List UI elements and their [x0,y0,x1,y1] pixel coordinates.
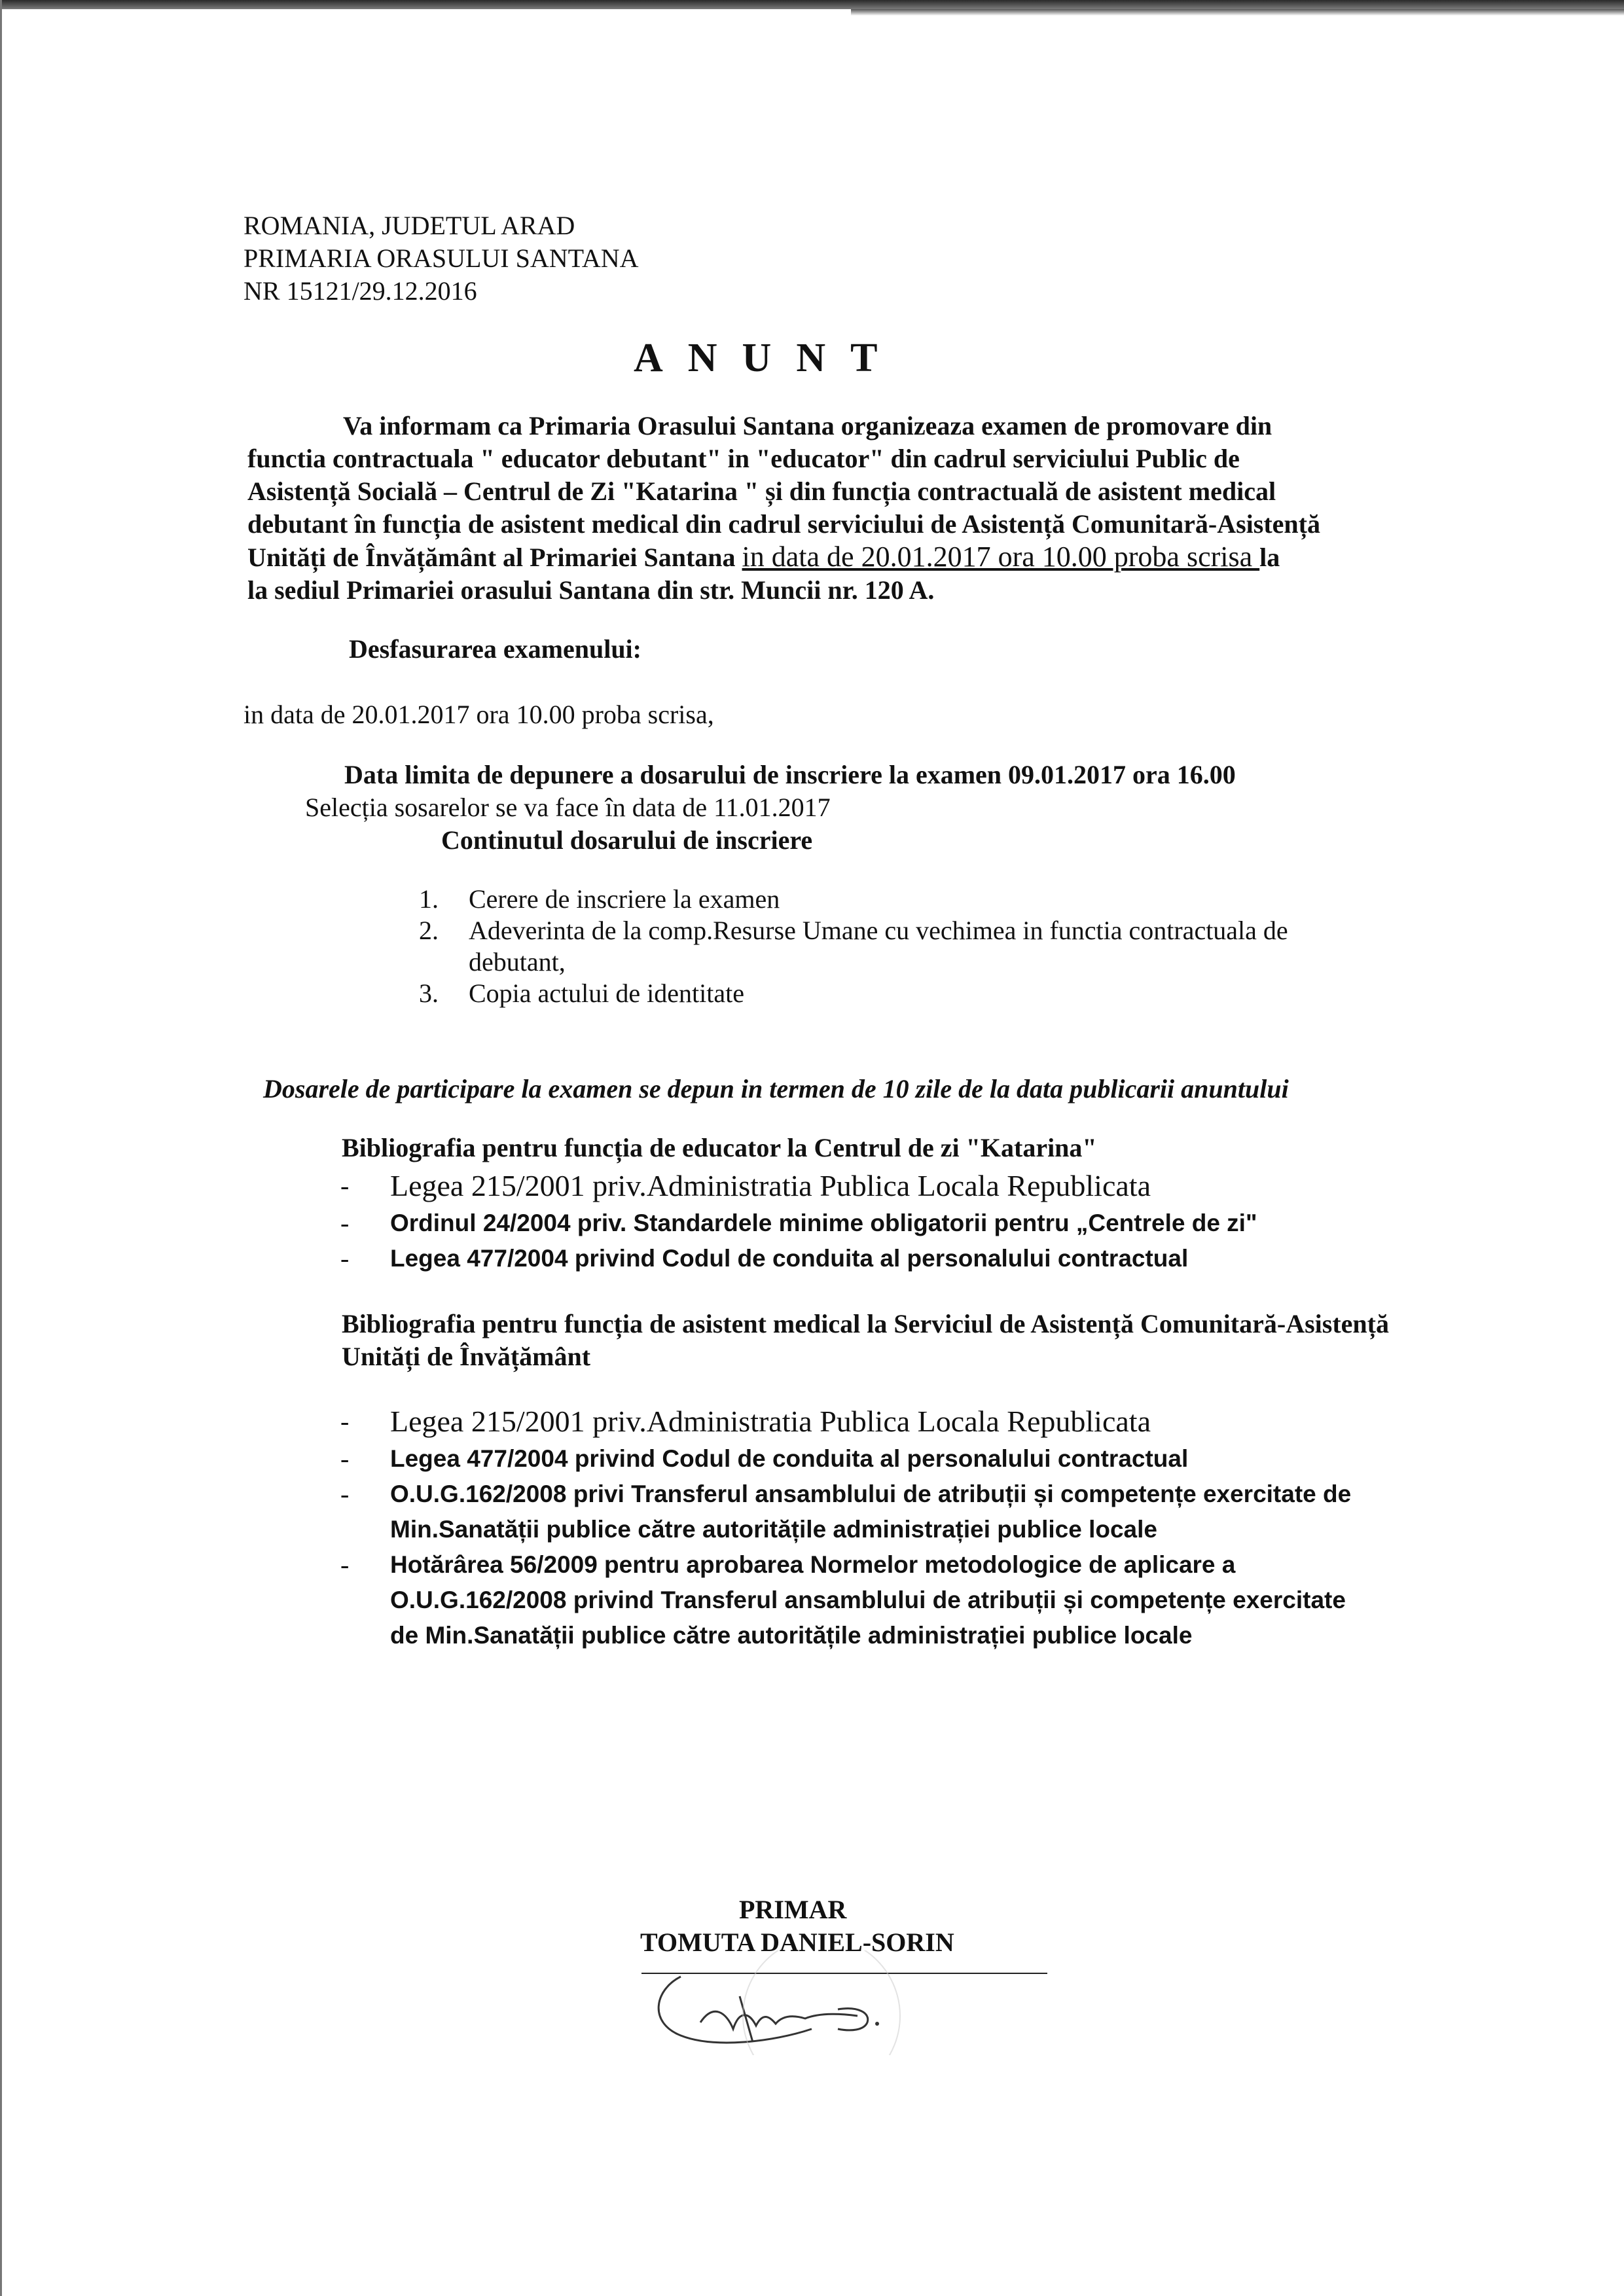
scan-edge-shadow [851,9,1624,16]
bibliography-item-text: Legea 215/2001 priv.Administratia Publica Locala Republicata [390,1405,1151,1438]
intro-paragraph [247,410,1373,607]
intro-line: la sediul Primariei orasului Santana din str. Muncii nr. 120 A. [247,575,935,605]
bibliography-item-text: Ordinul 24/2004 priv. Standardele minime obligatorii pentru „Centrele de zi" [390,1210,1257,1236]
dash-bullet: - [340,1244,350,1273]
intro-line [247,541,1373,574]
submission-note: Dosarele de participare la examen se depun in termen de 10 zile de la data publicarii anuntului [263,1074,1289,1103]
list-item-text: Cerere de inscriere la examen [469,884,780,914]
intro-line: debutant în funcția de asistent medical din cadrul serviciului de Asistență Comunitară-Asistență [247,509,1320,539]
intro-line: Asistență Socială – Centrul de Zi "Katarina " și din funcția contractuală de asistent medical [247,476,1276,506]
bibliography-item [340,1441,1362,1477]
dossier-contents-list [419,884,1348,1009]
list-number: 3. [419,978,439,1008]
list-number: 1. [419,884,439,914]
intro-line: functia contractuala " educator debutant" in "educator" din cadrul serviciului Public de [247,444,1240,473]
bibliography-educator-heading: Bibliografia pentru funcția de educator la Centrul de zi "Katarina" [342,1133,1097,1162]
bibliography-educator-list [340,1166,1362,1276]
scan-edge-left [0,0,2,2296]
bibliography-item-text: Legea 477/2004 privind Codul de conduita al personalului contractual [390,1245,1189,1272]
bibliography-item-text: Hotărârea 56/2009 pentru aprobarea Normelor metodologice de aplicare a O.U.G.162/2008 privind Transferul ansamblului de atribuții și competențe exercitate de Min.Sanatății publice către autoritățile administrației publice locale [390,1551,1346,1649]
bibliography-item [340,1206,1362,1241]
dash-bullet: - [340,1550,350,1579]
document-title: ANUNT [634,336,903,380]
selection-date: Selecția sosarelor se va face în data de 11.01.2017 [305,793,831,822]
bibliography-nurse-list [340,1402,1362,1653]
signatory-role: PRIMAR [739,1895,847,1924]
signatory-name: TOMUTA DANIEL-SORIN [640,1928,954,1957]
bibliography-item-text: Legea 215/2001 priv.Administratia Publica Locala Republicata [390,1169,1151,1202]
bibliography-item [340,1477,1362,1547]
bibliography-item [340,1402,1362,1441]
list-number: 2. [419,916,439,945]
dossier-contents-heading: Continutul dosarului de inscriere [441,825,813,855]
list-item [419,915,1348,978]
bibliography-item-text: Legea 477/2004 privind Codul de conduita al personalului contractual [390,1445,1189,1472]
dash-bullet: - [340,1208,350,1238]
submission-deadline: Data limita de depunere a dosarului de inscriere la examen 09.01.2017 ora 16.00 [344,760,1236,789]
dash-bullet: - [340,1479,350,1509]
intro-text: Unități de Învățământ al Primariei Santana [247,543,742,572]
bibliography-item [340,1166,1362,1206]
exam-schedule-line: in data de 20.01.2017 ora 10.00 proba scrisa, [244,700,714,729]
header-institution: PRIMARIA ORASULUI SANTANA [244,243,639,273]
dash-bullet: - [340,1171,350,1200]
intro-text: la [1259,543,1280,572]
list-item-text: Adeverinta de la comp.Resurse Umane cu vechimea in functia contractuala de debutant, [469,916,1288,977]
dash-bullet: - [340,1444,350,1473]
bibliography-item-text: O.U.G.162/2008 privi Transferul ansamblului de atribuții și competențe exercitate de Min.Sanatății publice către autoritățile administrației publice locale [390,1480,1352,1543]
scan-edge-top [0,0,1624,9]
exam-schedule-heading: Desfasurarea examenului: [349,634,641,664]
document-header [244,209,639,308]
exam-date-underlined: in data de 20.01.2017 ora 10.00 proba scrisa [742,541,1260,573]
header-country-county: ROMANIA, JUDETUL ARAD [244,211,575,240]
dash-bullet: - [340,1407,350,1436]
bibliography-item [340,1241,1362,1276]
bibliography-item [340,1547,1362,1653]
list-item [419,978,1348,1009]
list-item [419,884,1348,915]
list-item-text: Copia actului de identitate [469,978,744,1008]
intro-line: Va informam ca Primaria Orasului Santana organizeaza examen de promovare din [343,411,1272,440]
bibliography-nurse-heading: Bibliografia pentru funcția de asistent medical la Serviciul de Asistență Comunitară-Asistență Unități de Învățământ [342,1309,1389,1371]
handwritten-signature [641,1950,943,2055]
header-registration-number: NR 15121/29.12.2016 [244,276,477,306]
